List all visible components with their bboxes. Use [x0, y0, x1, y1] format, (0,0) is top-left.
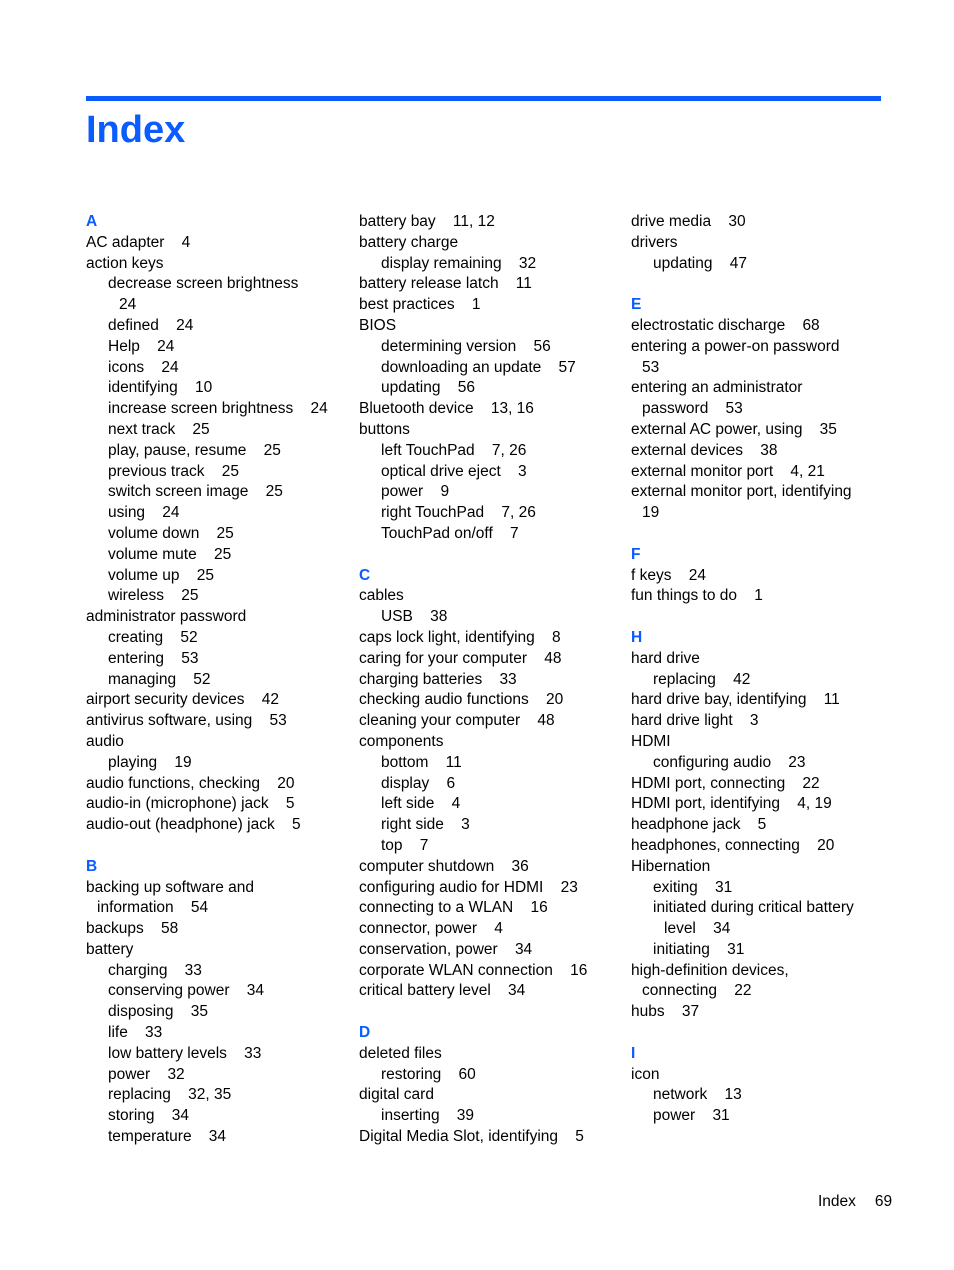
- index-entry: connector, power 4: [359, 920, 503, 938]
- index-entry: display 6: [381, 774, 456, 792]
- index-entry: action keys: [86, 254, 164, 272]
- index-entry: deleted files: [359, 1044, 442, 1062]
- index-entry: battery release latch 11: [359, 275, 532, 293]
- index-entry: defined 24: [108, 316, 194, 334]
- index-entry: managing 52: [108, 670, 211, 688]
- index-entry: initiated during critical battery: [653, 899, 854, 917]
- index-entry: hard drive bay, identifying 11: [631, 691, 840, 709]
- index-entry: power 32: [108, 1065, 185, 1083]
- index-entry: replacing 32, 35: [108, 1086, 232, 1104]
- index-entry: Hibernation: [631, 857, 711, 875]
- index-entry: optical drive eject 3: [381, 462, 527, 480]
- index-column-1: [86, 212, 346, 1148]
- index-entry: external devices 38: [631, 441, 778, 459]
- index-entry: audio functions, checking 20: [86, 774, 295, 792]
- section-gap: [86, 836, 346, 857]
- index-letter-heading: D: [359, 1024, 371, 1042]
- index-entry: power 31: [653, 1107, 730, 1125]
- index-entry: HDMI port, identifying 4, 19: [631, 795, 832, 813]
- header-rule: [86, 96, 881, 101]
- index-entry: 19: [642, 504, 660, 522]
- index-entry: volume mute 25: [108, 545, 232, 563]
- index-letter-heading: F: [631, 545, 641, 563]
- index-entry: BIOS: [359, 316, 397, 334]
- index-entry: volume up 25: [108, 566, 214, 584]
- index-entry: backing up software and: [86, 878, 255, 896]
- index-entry: playing 19: [108, 753, 192, 771]
- index-entry: power 9: [381, 483, 450, 501]
- index-entry: checking audio functions 20: [359, 691, 564, 709]
- index-entry: critical battery level 34: [359, 982, 526, 1000]
- index-entry: backups 58: [86, 920, 179, 938]
- index-entry: hard drive light 3: [631, 712, 759, 730]
- footer-section: Index: [818, 1193, 856, 1210]
- index-entry: 53: [642, 358, 660, 376]
- index-entry: determining version 56: [381, 337, 551, 355]
- index-entry: exiting 31: [653, 878, 733, 896]
- index-entry: external monitor port, identifying: [631, 483, 852, 501]
- index-entry: updating 47: [653, 254, 747, 272]
- index-letter-heading: C: [359, 566, 371, 584]
- index-entry: icons 24: [108, 358, 179, 376]
- section-gap: [631, 1023, 891, 1044]
- index-entry: increase screen brightness 24: [108, 400, 328, 418]
- section-gap: [631, 607, 891, 628]
- index-entry: headphones, connecting 20: [631, 836, 835, 854]
- index-entry: TouchPad on/off 7: [381, 524, 519, 542]
- index-entry: play, pause, resume 25: [108, 441, 281, 459]
- index-entry: left side 4: [381, 795, 461, 813]
- index-entry: icon: [631, 1065, 660, 1083]
- index-entry: drivers: [631, 233, 678, 251]
- index-entry: updating 56: [381, 379, 475, 397]
- index-entry: password 53: [642, 400, 743, 418]
- index-entry: audio: [86, 732, 124, 750]
- index-entry: components: [359, 732, 444, 750]
- index-entry: storing 34: [108, 1107, 189, 1125]
- index-entry: right TouchPad 7, 26: [381, 504, 536, 522]
- index-entry: airport security devices 42: [86, 691, 279, 709]
- index-letter-heading: A: [86, 213, 98, 230]
- index-entry: AC adapter 4: [86, 233, 191, 251]
- index-entry: wireless 25: [108, 587, 199, 605]
- index-entry: headphone jack 5: [631, 816, 767, 834]
- index-entry: entering a power-on password: [631, 337, 840, 355]
- index-entry: identifying 10: [108, 379, 213, 397]
- index-entry: restoring 60: [381, 1065, 476, 1083]
- index-entry: cleaning your computer 48: [359, 712, 555, 730]
- section-gap: [359, 1002, 619, 1023]
- index-entry: creating 52: [108, 628, 198, 646]
- page-title: Index: [86, 109, 186, 151]
- index-entry: connecting 22: [642, 982, 752, 1000]
- index-letter-heading: I: [631, 1044, 636, 1062]
- section-gap: [631, 274, 891, 295]
- index-entry: right side 3: [381, 816, 470, 834]
- index-entry: downloading an update 57: [381, 358, 576, 376]
- index-entry: external monitor port 4, 21: [631, 462, 825, 480]
- footer-page-number: 69: [874, 1193, 893, 1210]
- index-entry: previous track 25: [108, 462, 239, 480]
- index-entry: HDMI port, connecting 22: [631, 774, 820, 792]
- index-entry: temperature 34: [108, 1128, 227, 1146]
- index-entry: hubs 37: [631, 1003, 700, 1021]
- index-entry: charging 33: [108, 961, 202, 979]
- index-entry: volume down 25: [108, 524, 234, 542]
- index-entry: bottom 11: [381, 753, 462, 771]
- index-entry: Help 24: [108, 337, 175, 355]
- index-entry: cables: [359, 587, 404, 605]
- index-entry: Digital Media Slot, identifying 5: [359, 1128, 584, 1146]
- index-entry: configuring audio 23: [653, 753, 806, 771]
- index-entry: next track 25: [108, 420, 210, 438]
- index-entry: Bluetooth device 13, 16: [359, 400, 534, 418]
- index-entry: left TouchPad 7, 26: [381, 441, 527, 459]
- index-entry: decrease screen brightness: [108, 275, 299, 293]
- index-entry: f keys 24: [631, 566, 706, 584]
- index-column-3: [631, 212, 891, 1127]
- index-entry: drive media 30: [631, 213, 746, 230]
- index-entry: corporate WLAN connection 16: [359, 961, 588, 979]
- index-entry: level 34: [664, 920, 731, 938]
- index-entry: connecting to a WLAN 16: [359, 899, 548, 917]
- index-entry: electrostatic discharge 68: [631, 316, 820, 334]
- index-entry: conserving power 34: [108, 982, 264, 1000]
- index-entry: switch screen image 25: [108, 483, 283, 501]
- index-entry: antivirus software, using 53: [86, 712, 287, 730]
- section-gap: [631, 524, 891, 545]
- index-entry: top 7: [381, 836, 429, 854]
- index-entry: information 54: [97, 899, 209, 917]
- index-entry: life 33: [108, 1024, 163, 1042]
- index-letter-heading: E: [631, 296, 642, 314]
- index-entry: best practices 1: [359, 296, 481, 314]
- index-entry: initiating 31: [653, 940, 745, 958]
- index-entry: replacing 42: [653, 670, 751, 688]
- section-gap: [359, 545, 619, 566]
- index-entry: battery charge: [359, 233, 459, 251]
- index-entry: battery bay 11, 12: [359, 213, 495, 230]
- index-entry: high-definition devices,: [631, 961, 789, 979]
- index-entry: digital card: [359, 1086, 434, 1104]
- index-entry: caring for your computer 48: [359, 649, 562, 667]
- index-entry: audio-in (microphone) jack 5: [86, 795, 295, 813]
- index-entry: disposing 35: [108, 1003, 208, 1021]
- index-column-2: [359, 212, 619, 1148]
- index-entry: using 24: [108, 504, 180, 522]
- index-entry: network 13: [653, 1086, 742, 1104]
- index-entry: entering 53: [108, 649, 199, 667]
- page-footer: [818, 1192, 892, 1212]
- index-letter-heading: H: [631, 628, 643, 646]
- index-entry: caps lock light, identifying 8: [359, 628, 561, 646]
- index-entry: computer shutdown 36: [359, 857, 529, 875]
- index-entry: entering an administrator: [631, 379, 803, 397]
- index-letter-heading: B: [86, 857, 98, 875]
- index-entry: HDMI: [631, 732, 671, 750]
- index-entry: fun things to do 1: [631, 587, 763, 605]
- index-entry: external AC power, using 35: [631, 420, 837, 438]
- index-entry: audio-out (headphone) jack 5: [86, 816, 301, 834]
- index-entry: buttons: [359, 420, 410, 438]
- index-entry: low battery levels 33: [108, 1044, 262, 1062]
- index-entry: 24: [119, 296, 137, 314]
- index-entry: configuring audio for HDMI 23: [359, 878, 578, 896]
- index-entry: administrator password: [86, 608, 247, 626]
- index-entry: display remaining 32: [381, 254, 537, 272]
- index-entry: inserting 39: [381, 1107, 475, 1125]
- index-entry: conservation, power 34: [359, 940, 533, 958]
- index-entry: USB 38: [381, 608, 448, 626]
- index-entry: charging batteries 33: [359, 670, 517, 688]
- index-entry: hard drive: [631, 649, 700, 667]
- index-entry: battery: [86, 940, 134, 958]
